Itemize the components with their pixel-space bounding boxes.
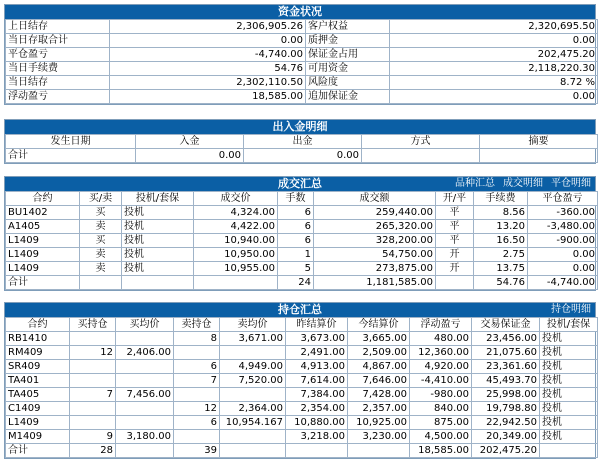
table-row bbox=[6, 332, 598, 346]
table-cell bbox=[116, 402, 174, 416]
total-cell: 合计 bbox=[6, 276, 80, 290]
table-cell: 259,440.00 bbox=[314, 206, 436, 220]
table-cell: 3,673.00 bbox=[286, 332, 348, 346]
table-cell: 投机 bbox=[122, 234, 194, 248]
fund-value: 18,585.00 bbox=[110, 90, 306, 104]
table-cell: 12 bbox=[174, 402, 220, 416]
cashflow-panel bbox=[4, 119, 596, 164]
column-header: 成交价 bbox=[194, 192, 278, 206]
trade-summary-header: 成交汇总 品种汇总 成交明细 平仓明细 bbox=[5, 177, 595, 191]
table-row bbox=[6, 48, 598, 62]
table-cell: 2,509.00 bbox=[348, 346, 410, 360]
table-cell: 平 bbox=[436, 234, 474, 248]
table-cell: 23,361.60 bbox=[472, 360, 540, 374]
table-cell: 10,925.00 bbox=[348, 416, 410, 430]
column-header: 投机/套保 bbox=[122, 192, 194, 206]
total-cell: -4,740.00 bbox=[528, 276, 598, 290]
total-row bbox=[6, 444, 598, 458]
cashflow-table bbox=[5, 134, 598, 163]
fund-label: 当日结存 bbox=[6, 76, 110, 90]
column-header: 入金 bbox=[136, 135, 244, 149]
total-cell bbox=[220, 444, 286, 458]
fund-label: 当日手续费 bbox=[6, 62, 110, 76]
table-cell bbox=[174, 430, 220, 444]
table-row bbox=[6, 388, 598, 402]
fund-label: 质押金 bbox=[306, 34, 390, 48]
table-cell: 开 bbox=[436, 262, 474, 276]
table-cell: 22,942.50 bbox=[472, 416, 540, 430]
table-cell: 3,671.00 bbox=[220, 332, 286, 346]
table-cell: 7,520.00 bbox=[220, 374, 286, 388]
table-cell: 2.75 bbox=[474, 248, 528, 262]
table-cell: 7,428.00 bbox=[348, 388, 410, 402]
total-cell bbox=[122, 276, 194, 290]
column-header: 手续费 bbox=[474, 192, 528, 206]
table-cell bbox=[220, 430, 286, 444]
table-cell: TA405 bbox=[6, 388, 70, 402]
fund-value: 2,320,695.50 bbox=[390, 20, 598, 34]
table-cell: 投机 bbox=[540, 332, 598, 346]
table-cell: 4,324.00 bbox=[194, 206, 278, 220]
table-cell: 卖 bbox=[80, 220, 122, 234]
column-header: 交易保证金 bbox=[472, 318, 540, 332]
position-summary-panel bbox=[4, 302, 596, 459]
table-row bbox=[6, 34, 598, 48]
table-cell: 投机 bbox=[540, 402, 598, 416]
table-cell: SR409 bbox=[6, 360, 70, 374]
table-row bbox=[6, 76, 598, 90]
table-cell bbox=[174, 388, 220, 402]
trade-summary-table bbox=[5, 191, 598, 290]
column-header: 手数 bbox=[278, 192, 314, 206]
table-cell: 10,955.00 bbox=[194, 262, 278, 276]
table-cell: 投机 bbox=[540, 430, 598, 444]
column-header: 买持仓 bbox=[70, 318, 116, 332]
table-cell: 2,354.00 bbox=[286, 402, 348, 416]
table-cell: 3,180.00 bbox=[116, 430, 174, 444]
column-header: 平仓盈亏 bbox=[528, 192, 598, 206]
fund-value: 2,306,905.26 bbox=[110, 20, 306, 34]
table-cell: 6 bbox=[278, 234, 314, 248]
fund-label: 浮动盈亏 bbox=[6, 90, 110, 104]
table-cell: 6 bbox=[278, 220, 314, 234]
fund-label: 保证金占用 bbox=[306, 48, 390, 62]
column-header: 合约 bbox=[6, 192, 80, 206]
column-header: 开/平 bbox=[436, 192, 474, 206]
fund-value: 202,475.20 bbox=[390, 48, 598, 62]
fund-status-panel bbox=[4, 4, 596, 105]
table-cell: -360.00 bbox=[528, 206, 598, 220]
total-cell bbox=[80, 276, 122, 290]
total-row bbox=[6, 276, 598, 290]
table-cell: 4,422.00 bbox=[194, 220, 278, 234]
table-cell: 23,456.00 bbox=[472, 332, 540, 346]
table-cell: 平 bbox=[436, 220, 474, 234]
table-cell: 273,875.00 bbox=[314, 262, 436, 276]
table-cell: 10,940.00 bbox=[194, 234, 278, 248]
table-row bbox=[6, 402, 598, 416]
trade-link-2[interactable]: 平仓明细 bbox=[551, 178, 591, 189]
table-row bbox=[6, 20, 598, 34]
table-cell: 4,913.00 bbox=[286, 360, 348, 374]
table-cell: 投机 bbox=[122, 206, 194, 220]
table-cell bbox=[70, 332, 116, 346]
fund-status-table bbox=[5, 19, 598, 104]
table-cell: 买 bbox=[80, 206, 122, 220]
total-cell bbox=[348, 444, 410, 458]
table-cell: -980.00 bbox=[410, 388, 472, 402]
total-cell: 202,475.20 bbox=[472, 444, 540, 458]
table-cell: 9 bbox=[70, 430, 116, 444]
total-cell: 39 bbox=[174, 444, 220, 458]
table-row bbox=[6, 90, 598, 104]
table-cell: 投机 bbox=[540, 374, 598, 388]
table-cell: 13.75 bbox=[474, 262, 528, 276]
fund-value: 0.00 bbox=[390, 34, 598, 48]
column-header: 合约 bbox=[6, 318, 70, 332]
table-cell bbox=[116, 360, 174, 374]
table-cell: 3,218.00 bbox=[286, 430, 348, 444]
table-cell: 8.56 bbox=[474, 206, 528, 220]
table-cell bbox=[70, 402, 116, 416]
column-header: 今结算价 bbox=[348, 318, 410, 332]
total-cell bbox=[436, 276, 474, 290]
fund-label: 追加保证金 bbox=[306, 90, 390, 104]
table-cell: 4,867.00 bbox=[348, 360, 410, 374]
column-header: 投机/套保 bbox=[540, 318, 598, 332]
table-cell bbox=[116, 374, 174, 388]
total-cell bbox=[194, 276, 278, 290]
table-cell: RB1410 bbox=[6, 332, 70, 346]
table-cell: L1409 bbox=[6, 416, 70, 430]
column-header: 成交额 bbox=[314, 192, 436, 206]
table-row bbox=[6, 206, 598, 220]
table-cell: 1 bbox=[278, 248, 314, 262]
table-row bbox=[6, 262, 598, 276]
column-header: 方式 bbox=[362, 135, 480, 149]
fund-label: 平仓盈亏 bbox=[6, 48, 110, 62]
fund-label: 上日结存 bbox=[6, 20, 110, 34]
fund-value: 54.76 bbox=[110, 62, 306, 76]
table-cell bbox=[220, 346, 286, 360]
table-cell: 25,998.00 bbox=[472, 388, 540, 402]
table-cell: 54,750.00 bbox=[314, 248, 436, 262]
table-cell: 开 bbox=[436, 248, 474, 262]
fund-label: 风险度 bbox=[306, 76, 390, 90]
table-row bbox=[6, 149, 598, 163]
fund-value: 8.72 % bbox=[390, 76, 598, 90]
table-cell bbox=[220, 388, 286, 402]
total-cell: 54.76 bbox=[474, 276, 528, 290]
total-cell bbox=[116, 444, 174, 458]
table-cell: 6 bbox=[174, 360, 220, 374]
column-header: 买/卖 bbox=[80, 192, 122, 206]
table-cell: 16.50 bbox=[474, 234, 528, 248]
table-cell: 4,920.00 bbox=[410, 360, 472, 374]
table-row bbox=[6, 62, 598, 76]
table-cell: 480.00 bbox=[410, 332, 472, 346]
table-row bbox=[6, 374, 598, 388]
column-header: 摘要 bbox=[480, 135, 598, 149]
table-cell: 卖 bbox=[80, 248, 122, 262]
table-cell: 10,880.00 bbox=[286, 416, 348, 430]
table-cell: 20,349.00 bbox=[472, 430, 540, 444]
table-cell: 2,364.00 bbox=[220, 402, 286, 416]
table-cell: 7,646.00 bbox=[348, 374, 410, 388]
table-cell: 7,614.00 bbox=[286, 374, 348, 388]
total-cell: 18,585.00 bbox=[410, 444, 472, 458]
fund-label: 当日存取合计 bbox=[6, 34, 110, 48]
table-cell: 投机 bbox=[540, 388, 598, 402]
table-cell: M1409 bbox=[6, 430, 70, 444]
table-cell: 7 bbox=[174, 374, 220, 388]
column-header: 买均价 bbox=[116, 318, 174, 332]
table-cell: 0.00 bbox=[528, 248, 598, 262]
table-cell: 2,491.00 bbox=[286, 346, 348, 360]
table-cell: 买 bbox=[80, 234, 122, 248]
position-summary-table bbox=[5, 317, 598, 458]
table-cell: 840.00 bbox=[410, 402, 472, 416]
table-cell bbox=[116, 332, 174, 346]
trade-link-0[interactable]: 品种汇总 bbox=[455, 178, 495, 189]
fund-status-header: 资金状况 bbox=[5, 5, 595, 19]
position-summary-header: 持仓汇总 持仓明细 bbox=[5, 303, 595, 317]
column-header: 出金 bbox=[244, 135, 362, 149]
table-cell: 4,500.00 bbox=[410, 430, 472, 444]
fund-label: 客户权益 bbox=[306, 20, 390, 34]
column-header: 昨结算价 bbox=[286, 318, 348, 332]
table-row bbox=[6, 220, 598, 234]
total-label: 合计 bbox=[6, 149, 136, 163]
table-cell: L1409 bbox=[6, 262, 80, 276]
table-cell: 平 bbox=[436, 206, 474, 220]
table-cell: 13.20 bbox=[474, 220, 528, 234]
table-row bbox=[6, 248, 598, 262]
table-cell: 6 bbox=[278, 206, 314, 220]
table-cell: 投机 bbox=[540, 360, 598, 374]
total-cell bbox=[540, 444, 598, 458]
table-cell: RM409 bbox=[6, 346, 70, 360]
table-row bbox=[6, 346, 598, 360]
column-header: 浮动盈亏 bbox=[410, 318, 472, 332]
table-cell: 4,949.00 bbox=[220, 360, 286, 374]
table-cell: 5 bbox=[278, 262, 314, 276]
table-cell: 12 bbox=[70, 346, 116, 360]
table-cell: 2,406.00 bbox=[116, 346, 174, 360]
table-cell: A1405 bbox=[6, 220, 80, 234]
table-cell: 7,456.00 bbox=[116, 388, 174, 402]
table-cell: 投机 bbox=[122, 248, 194, 262]
table-cell: 投机 bbox=[122, 220, 194, 234]
table-cell: TA401 bbox=[6, 374, 70, 388]
table-cell: 12,360.00 bbox=[410, 346, 472, 360]
table-cell: 卖 bbox=[80, 262, 122, 276]
table-cell: L1409 bbox=[6, 248, 80, 262]
cashflow-header: 出入金明细 bbox=[5, 120, 595, 134]
table-cell: 3,230.00 bbox=[348, 430, 410, 444]
position-link-0[interactable]: 持仓明细 bbox=[551, 304, 591, 315]
table-cell: 7 bbox=[70, 388, 116, 402]
column-header: 发生日期 bbox=[6, 135, 136, 149]
table-cell: -3,480.00 bbox=[528, 220, 598, 234]
table-cell: -4,410.00 bbox=[410, 374, 472, 388]
table-cell: -900.00 bbox=[528, 234, 598, 248]
table-cell: 19,798.80 bbox=[472, 402, 540, 416]
table-cell: 265,320.00 bbox=[314, 220, 436, 234]
fund-value: 0.00 bbox=[390, 90, 598, 104]
table-row bbox=[6, 360, 598, 374]
table-cell: 3,665.00 bbox=[348, 332, 410, 346]
total-cell bbox=[286, 444, 348, 458]
table-cell: 投机 bbox=[540, 416, 598, 430]
column-header: 卖持仓 bbox=[174, 318, 220, 332]
table-cell bbox=[70, 360, 116, 374]
total-cell: 24 bbox=[278, 276, 314, 290]
table-cell: 10,950.00 bbox=[194, 248, 278, 262]
fund-value: 2,302,110.50 bbox=[110, 76, 306, 90]
total-cell: 合计 bbox=[6, 444, 70, 458]
table-cell: 投机 bbox=[122, 262, 194, 276]
total-in: 0.00 bbox=[136, 149, 244, 163]
trade-link-1[interactable]: 成交明细 bbox=[503, 178, 543, 189]
table-cell: 328,200.00 bbox=[314, 234, 436, 248]
trade-summary-panel bbox=[4, 176, 596, 291]
table-cell: 45,493.70 bbox=[472, 374, 540, 388]
table-cell: C1409 bbox=[6, 402, 70, 416]
fund-value: -4,740.00 bbox=[110, 48, 306, 62]
fund-value: 0.00 bbox=[110, 34, 306, 48]
table-cell bbox=[70, 374, 116, 388]
column-header: 卖均价 bbox=[220, 318, 286, 332]
table-cell: 10,954.167 bbox=[220, 416, 286, 430]
table-cell: 投机 bbox=[540, 346, 598, 360]
table-cell: 8 bbox=[174, 332, 220, 346]
table-row bbox=[6, 430, 598, 444]
total-out: 0.00 bbox=[244, 149, 362, 163]
table-cell bbox=[174, 346, 220, 360]
table-cell: 6 bbox=[174, 416, 220, 430]
table-row bbox=[6, 416, 598, 430]
table-cell bbox=[70, 416, 116, 430]
table-row bbox=[6, 234, 598, 248]
total-cell: 28 bbox=[70, 444, 116, 458]
table-cell: 21,075.60 bbox=[472, 346, 540, 360]
table-cell bbox=[116, 416, 174, 430]
table-cell: L1409 bbox=[6, 234, 80, 248]
table-cell: BU1402 bbox=[6, 206, 80, 220]
fund-label: 可用资金 bbox=[306, 62, 390, 76]
fund-value: 2,118,220.30 bbox=[390, 62, 598, 76]
table-cell: 0.00 bbox=[528, 262, 598, 276]
table-cell: 2,357.00 bbox=[348, 402, 410, 416]
total-cell: 1,181,585.00 bbox=[314, 276, 436, 290]
table-cell: 7,384.00 bbox=[286, 388, 348, 402]
table-cell: 875.00 bbox=[410, 416, 472, 430]
